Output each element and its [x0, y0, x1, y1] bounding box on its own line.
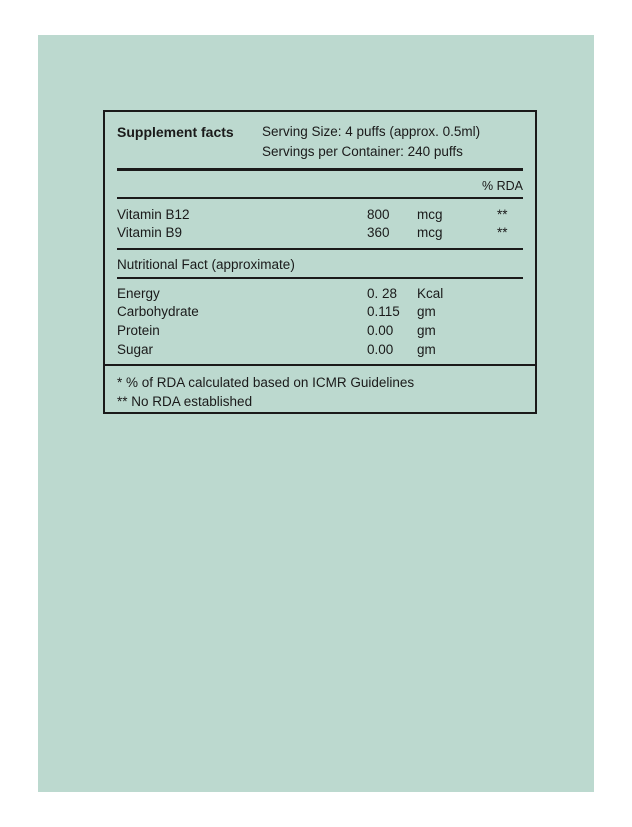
- nutrient-amount: 0.00: [367, 323, 394, 338]
- nutrition-row: [117, 303, 523, 321]
- nutrient-amount: 0. 28: [367, 286, 398, 301]
- nutrition-row: [117, 285, 523, 303]
- nutrient-name: Protein: [117, 323, 160, 338]
- nutrition-header-rule: [117, 277, 523, 279]
- nutrient-unit: gm: [417, 304, 436, 319]
- nutrient-unit: mcg: [417, 207, 443, 222]
- header-thick-rule: [117, 168, 523, 171]
- nutrient-name: Vitamin B12: [117, 207, 190, 222]
- nutrition-row: [117, 322, 523, 340]
- nutrient-name: Sugar: [117, 342, 154, 357]
- rda-header-rule: [117, 197, 523, 199]
- nutrient-name: Carbohydrate: [117, 304, 199, 319]
- nutrient-amount: 360: [367, 225, 390, 240]
- footnote-no-rda: ** No RDA established: [117, 394, 253, 409]
- nutrient-rda: **: [497, 207, 508, 222]
- rda-column-header: % RDA: [482, 179, 523, 193]
- nutrient-amount: 800: [367, 207, 390, 222]
- nutrient-unit: mcg: [417, 225, 443, 240]
- vitamin-row: [117, 224, 523, 242]
- nutrient-name: Energy: [117, 286, 160, 301]
- servings-per-container: Servings per Container: 240 puffs: [262, 144, 463, 159]
- nutrition-section-label: Nutritional Fact (approximate): [117, 257, 295, 272]
- vitamin-row: [117, 206, 523, 224]
- vitamins-section-rule: [117, 248, 523, 250]
- serving-size: Serving Size: 4 puffs (approx. 0.5ml): [262, 124, 481, 139]
- nutrient-unit: gm: [417, 323, 436, 338]
- nutrient-unit: Kcal: [417, 286, 444, 301]
- footnotes-divider: [105, 364, 535, 366]
- supplement-facts-title: Supplement facts: [117, 124, 234, 140]
- nutrition-row: [117, 341, 523, 359]
- nutrient-name: Vitamin B9: [117, 225, 183, 240]
- nutrient-unit: gm: [417, 342, 436, 357]
- nutrient-rda: **: [497, 225, 508, 240]
- footnote-rda-basis: * % of RDA calculated based on ICMR Guidelines: [117, 375, 415, 390]
- supplement-facts-table: [103, 110, 537, 414]
- nutrient-amount: 0.115: [367, 304, 400, 319]
- serving-info: [262, 122, 480, 162]
- nutrient-amount: 0.00: [367, 342, 394, 357]
